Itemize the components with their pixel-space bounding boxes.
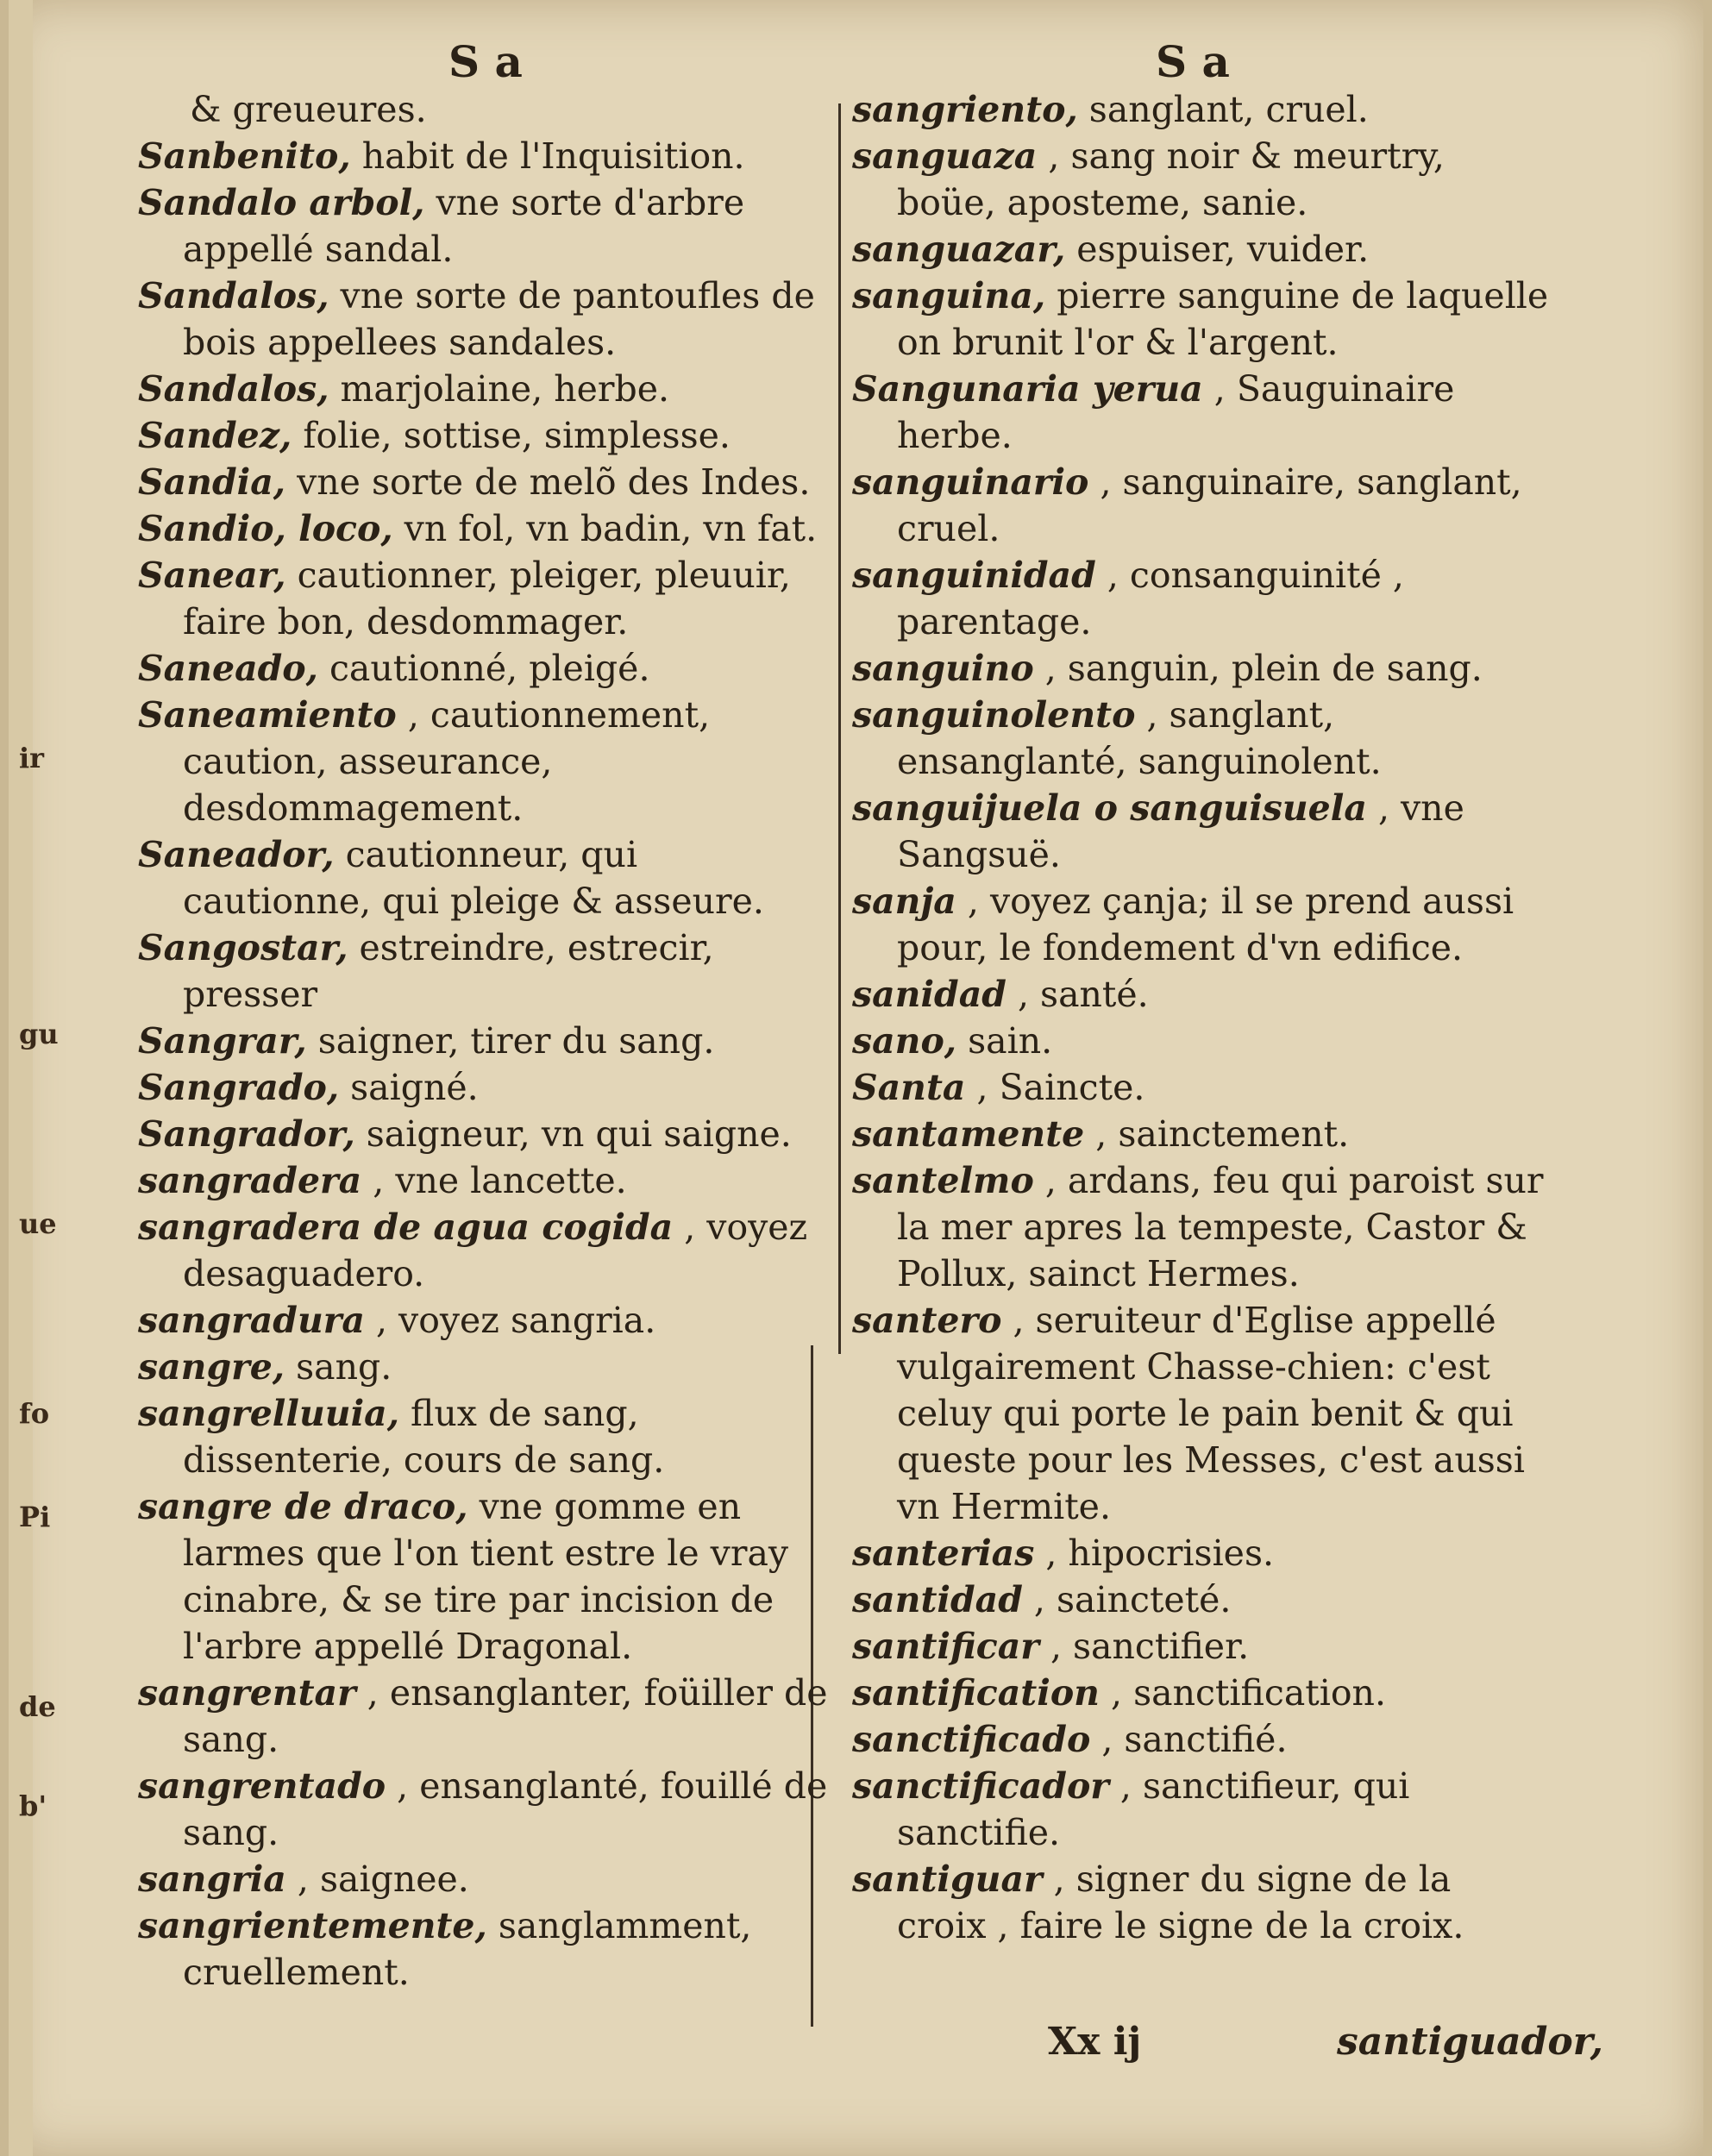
dictionary-entry [852,1763,1549,1856]
headword: sanguinolento [852,694,1136,736]
headword: sanguino [852,648,1034,689]
dictionary-entry [852,692,1549,785]
headword: sanguinidad [852,555,1096,596]
signature-mark: Xx ij [1048,2020,1142,2064]
entry-text: , ensanglanter, foüiller de sang. [183,1672,828,1760]
dictionary-entry [138,831,828,924]
dictionary-entry [138,1902,828,1996]
dictionary-entry [138,273,828,366]
dictionary-entry [138,86,828,133]
entry-text: saigner, tirer du sang. [306,1020,715,1062]
dictionary-entry [852,645,1549,692]
dictionary-entry [852,86,1549,133]
entry-text: , saignee. [285,1858,469,1900]
entry-text: espuiser, vuider. [1065,229,1370,270]
dictionary-entry [138,179,828,273]
headword: sangrelluuia, [138,1393,399,1434]
dictionary-entry [852,273,1549,366]
dictionary-entry [852,1157,1549,1297]
headword: santiguar [852,1858,1043,1900]
dictionary-entry [138,412,828,459]
headword: Sanear, [138,555,286,596]
headword: sanguijuela o sanguisuela [852,787,1367,829]
dictionary-entry [852,552,1549,645]
entry-text: , Saincte. [965,1067,1145,1108]
headword: sanguazar, [852,229,1066,270]
margin-fragment: b' [19,1789,47,1822]
margin-fragment: fo [19,1397,50,1430]
dictionary-entry [138,645,828,692]
margin-fragment: gu [19,1018,59,1050]
headword: Sandalo arbol, [138,182,425,223]
column-rule-upper [838,103,841,1354]
headword: sanctificado [852,1719,1091,1760]
entry-text: vn fol, vn badin, vn fat. [392,508,818,549]
entry-text: , santé. [1006,974,1149,1015]
entry-text: habit de l'Inquisition. [350,135,745,177]
headword: santidad [852,1579,1023,1620]
dictionary-entry [138,505,828,552]
margin-fragment: de [19,1690,56,1723]
dictionary-entry [138,1670,828,1763]
entry-text: , sanctifieur, qui sanctifie. [897,1765,1410,1853]
dictionary-entry [138,1157,828,1204]
entry-text: , sang noir & meurtry, boüe, aposteme, sanie. [897,135,1445,223]
margin-fragment: ue [19,1207,57,1240]
dictionary-entry [138,459,828,505]
dictionary-entry [138,552,828,645]
entry-text: , voyez sangria. [364,1300,656,1341]
headword: Saneador, [138,834,335,875]
headword: santelmo [852,1160,1034,1201]
headword: santification [852,1672,1100,1714]
dictionary-entry [138,1390,828,1483]
headword: Sandez, [138,415,292,456]
dictionary-entry [138,1856,828,1902]
entry-text: sanglamment, cruellement. [183,1905,752,1993]
headword: sanja [852,881,956,922]
entry-text: marjolaine, herbe. [329,368,670,410]
entry-text: sain. [956,1020,1053,1062]
headword: sanguaza [852,135,1038,177]
headword: sanidad [852,974,1007,1015]
dictionary-entry [852,1623,1549,1670]
dictionary-entry [852,1856,1549,1949]
entry-text: cautionner, pleiger, pleuuir, faire bon, desdommager. [183,555,791,642]
entry-text: , vne lancette. [361,1160,627,1201]
dictionary-entry [852,1297,1549,1530]
dictionary-entry [852,1670,1549,1716]
headword: Sandio, loco, [138,508,393,549]
entry-text: , sanctifier. [1038,1626,1250,1667]
headword: Santa [852,1067,966,1108]
entry-text: vne sorte de pantoufles de bois appellees sandales. [183,275,815,363]
adjacent-page-edge [9,0,33,2156]
dictionary-entry [138,1763,828,1856]
dictionary-entry [852,366,1549,459]
catchword: santiguador, [1337,2020,1603,2064]
headword: sangre, [138,1346,285,1388]
margin-fragment: Pi [19,1501,51,1533]
entry-text: cautionneur, qui cautionne, qui pleige & asseure. [183,834,764,922]
entry-text: vne sorte d'arbre appellé sandal. [183,182,745,270]
headword: Saneamiento [138,694,397,736]
headword: Sanbenito, [138,135,351,177]
running-head-left: S a [448,36,523,87]
entry-text: flux de sang, dissenterie, cours de sang. [183,1393,665,1481]
entry-text: , seruiteur d'Eglise appellé vulgairement Chasse-chien: c'est celuy qui porte le pain benit & qui queste pour les Messes, c'est aussi vn Hermite. [897,1300,1525,1527]
headword: sano, [852,1020,957,1062]
entry-text: vne sorte de melõ des Indes. [285,461,811,503]
headword: Sandia, [138,461,286,503]
dictionary-entry [138,1111,828,1157]
headword: sangriento, [852,89,1078,130]
dictionary-entry [852,1716,1549,1763]
dictionary-entry [138,1204,828,1297]
dictionary-entry [852,459,1549,552]
dictionary-entry [138,1344,828,1390]
entry-text: , voyez çanja; il se prend aussi pour, le fondement d'vn edifice. [897,881,1514,968]
entry-text: , consanguinité , parentage. [897,555,1404,642]
dictionary-entry [138,133,828,179]
headword: sangria [138,1858,286,1900]
entry-text: saigneur, vn qui saigne. [354,1113,792,1155]
headword: Sangostar, [138,927,348,968]
headword: sangradera [138,1160,362,1201]
entry-text: folie, sottise, simplesse. [292,415,731,456]
dictionary-entry [852,971,1549,1018]
entry-text: , sanguinaire, sanglant, cruel. [897,461,1522,549]
dictionary-entry [852,133,1549,226]
right-column [852,86,1549,1949]
entry-text: , ardans, feu qui paroist sur la mer apres la tempeste, Castor & Pollux, sainct Hermes. [897,1160,1544,1294]
entry-text: saigné. [339,1067,479,1108]
headword: sangrientemente, [138,1905,487,1946]
entry-text: & greueures. [190,89,427,130]
entry-text: , ensanglanté, fouillé de sang. [183,1765,828,1853]
margin-fragment: ir [19,742,45,774]
entry-text: , vne Sangsuë. [897,787,1464,875]
entry-text: sang. [285,1346,392,1388]
headword: sangradera de agua cogida [138,1206,674,1248]
headword: sangradura [138,1300,365,1341]
headword: santamente [852,1113,1085,1155]
dictionary-entry [852,1111,1549,1157]
dictionary-entry [138,1018,828,1064]
dictionary-entry [852,1018,1549,1064]
headword: sangre de draco, [138,1486,468,1527]
entry-text: , sainctement. [1084,1113,1350,1155]
headword: santerias [852,1532,1035,1574]
headword: sanctificador [852,1765,1109,1807]
dictionary-entry [138,1064,828,1111]
entry-text: , signer du signe de la croix , faire le signe de la croix. [897,1858,1464,1946]
headword: Sangrador, [138,1113,355,1155]
headword: Sangrar, [138,1020,307,1062]
headword: sangrentado [138,1765,386,1807]
entry-text: pierre sanguine de laquelle on brunit l'or & l'argent. [897,275,1549,363]
dictionary-entry [852,1064,1549,1111]
entry-text: vne gomme en larmes que l'on tient estre le vray cinabre, & se tire par incision de l'arbre appellé Dragonal. [183,1486,789,1667]
entry-text: sanglant, cruel. [1077,89,1369,130]
headword: Sangrado, [138,1067,340,1108]
running-head-right: S a [1156,36,1230,87]
entry-text: , cautionnement, caution, asseurance, desdommagement. [183,694,711,829]
headword: Sandalos, [138,368,329,410]
dictionary-entry [852,878,1549,971]
entry-text: , saincteté. [1022,1579,1232,1620]
entry-text: cautionné, pleigé. [317,648,650,689]
entry-text: , sanctifié. [1090,1719,1288,1760]
dictionary-entry [852,1576,1549,1623]
entry-text: , voyez desaguadero. [183,1206,808,1294]
entry-text: , sanglant, ensanglanté, sanguinolent. [897,694,1382,782]
left-column [138,86,828,1996]
entry-text: , hipocrisies. [1034,1532,1275,1574]
dictionary-entry [852,785,1549,878]
dictionary-entry [138,366,828,412]
headword: sanguinario [852,461,1089,503]
entry-text: , sanguin, plein de sang. [1033,648,1483,689]
dictionary-entry [852,226,1549,273]
headword: Sandalos, [138,275,329,317]
headword: Sangunaria yerua [852,368,1203,410]
headword: santero [852,1300,1002,1341]
dictionary-entry [138,692,828,831]
entry-text: estreindre, estrecir, presser [183,927,714,1015]
entry-text: , Sauguinaire herbe. [897,368,1455,456]
headword: Saneado, [138,648,318,689]
headword: santificar [852,1626,1039,1667]
entry-text: , sanctification. [1099,1672,1386,1714]
dictionary-entry [852,1530,1549,1576]
book-page [9,0,1703,2156]
dictionary-entry [138,1297,828,1344]
headword: sanguina, [852,275,1046,317]
dictionary-entry [138,924,828,1018]
headword: sangrentar [138,1672,356,1714]
dictionary-entry [138,1483,828,1670]
